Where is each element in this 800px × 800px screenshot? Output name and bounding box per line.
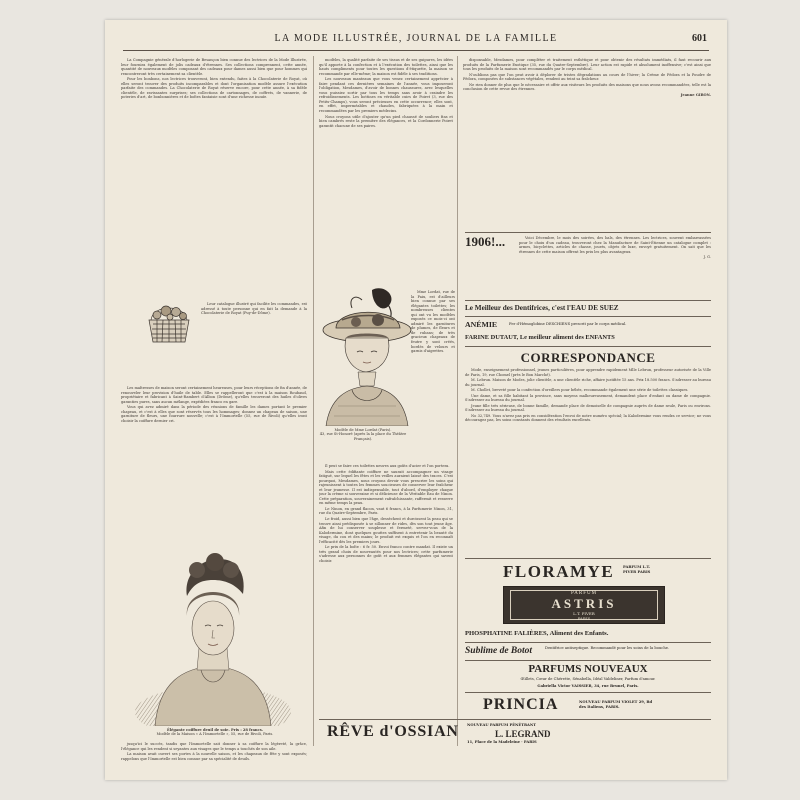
paragraph: M. Chollet, breveté pour la confection d'oreillers pour bébés, recommande également une série de toilettes classiques. <box>471 388 689 393</box>
caption-line: Modèle de la Maison « A l'Immortelle », 55, rue de Rivoli, Paris. <box>156 732 274 737</box>
column-2-text <box>319 58 453 290</box>
ad-sublime-note: Dentifrice antiseptique. Recommandé pour les soins de la bouche. <box>545 646 670 650</box>
paragraph: La maison avait ouvert ses portes à la nouvelle saison, et les chapeaux de fête y sont exposés; rappelons que l'Immortelle est bien connue par sa spécialité de deuils. <box>121 752 307 761</box>
signature: J. G. <box>703 255 711 260</box>
ad-floramye-sub: PARFUM L.T. PIVER PARIS <box>623 565 651 574</box>
ad-reve-line2: 11, Place de la Madeleine · PARIS <box>467 740 537 744</box>
paragraph: Le prix de la boîte : 6 fr. 50. Envoi franco contre mandat. Il existe un très grand choix de nouveautés pour nos lectrices; cette parfumerie s'adresse aux personnes de goût et aux femmes élégantes qui savent choisir. <box>319 545 453 563</box>
divider <box>465 232 711 233</box>
paragraph: Mme Lordat, rue de la Paix, est d'ailleurs bien connue par ses élégantes toilettes; les nombreuses clientes qui ont vu les modèles exposés ce mois-ci ont admiré les garnitures de plumes, de fleurs et de rubans; de très gracieux chapeaux de feutre y sont créés, bordés de velours et garnis d'aigrettes. <box>411 290 455 354</box>
paragraph: Leur catalogue illustré qui facilite les commandes, est adressé à toute personne qui en fait la demande à la Chocolaterie de Royat (Puy-de-Dôme). <box>201 302 307 316</box>
page-header-title: LA MODE ILLUSTRÉE, JOURNAL DE LA FAMILLE <box>274 33 558 44</box>
divider <box>465 660 711 661</box>
ad-parfums-list: Œillets, Cœur de Chérette, Sénabella, Idéal Valdeliner, Parfum d'amour. <box>520 677 656 681</box>
caption-line: Modèle de Mme Lordat (Paris). <box>334 428 392 432</box>
paragraph: Il peut se faire ces toilettes neuves aux goûts d'acier et l'on portera. <box>325 464 450 468</box>
hat-caption <box>317 428 409 441</box>
ad-dentifrice: Le Meilleur des Dentifrices, c'est l'EAU DE SUEZ <box>465 304 619 312</box>
divider <box>465 316 711 317</box>
ad-astris: ASTRIS <box>551 596 617 611</box>
correspondance-title: CORRESPONDANCE <box>520 350 656 365</box>
paragraph: Le Ninon, en grand flacon, vaut 6 francs, à la Parfumerie Ninon, 31, rue du Quatre-Septembre, Paris. <box>319 506 453 516</box>
paragraph: Voici Décembre, le mois des soirées, des bals, des étrennes. Les lectrices, souvent embarrassées pour le choix d'un cadeau, trouveront chez la Manufacture de Saint-Étienne un catalogue complet : armes, bicyclettes, articles de chasse, jouets, objets de luxe, envoyé gratuitement. On sait que les étrennes de cette maison offrent les prix les plus avantageux. <box>519 236 711 254</box>
paragraph: Mode, enseignement professionnel, jeunes particulières, pour apprendre rapidement Mlle Lebrun, professeur autorisée de la Ville de Paris, 19, rue Chomel (près le Bon Marché). <box>465 368 711 377</box>
paragraph: Une dame, et sa fille habitant la province, sans moyens malheureusement, demandent place d'enfant ou dame de compagnie. S'adresser au bureau du journal. <box>465 393 711 403</box>
ad-phosphatine: PHOSPHATINE FALIÈRES, Aliment des Enfants. <box>465 630 609 637</box>
ad-vaissier: Gabriella Victor VAISSIER, 34, rue Brunel, Paris. <box>537 684 639 688</box>
caption-line: Élégante coiffure deuil de soie. Prix : 28 francs. <box>166 728 264 732</box>
paragraph: Jeune fille très sérieuse, de bonne famille, demande place de demoiselle de compagnie auprès de dame seule, Paris ou environs. S'adresser au bureau du journal. <box>465 403 711 413</box>
announcement-year: 1906!... <box>465 234 506 249</box>
ad-reve-ossian: RÊVE d'OSSIAN <box>327 723 459 740</box>
ad-princia: PRINCIA <box>483 696 559 713</box>
divider <box>319 719 711 720</box>
ad-anemie-title: ANÉMIE <box>465 320 498 329</box>
paragraph: Les maîtresses de maison seront certainement heureuses, pour leurs réceptions de fin d'année, de renouveler leur provision d'huile de table. Elles se rappelleront que c'est à la maison Roubaud, propriétaire et fabricant à Saint-Rambert d'Albon (Drôme), qu'elles trouveront des huiles d'olives garanties pures, sans aucun mélange, expédiées franco en gare. <box>121 386 307 404</box>
paragraph: disponsable, Mesdames, pour compléter et traitement esthétique et pour obtenir des résultats immédiats, il faut recourir aux produits de la Parfumerie Exotique (35, rue du Quatre-Septembre). Leur action est rapide et absolument inoffensive; c'est ainsi que tous les produits de la maison sont recommandés par le corps médical. <box>463 58 711 72</box>
column-divider <box>457 56 458 746</box>
ad-astris-top: PARFUM <box>570 591 598 596</box>
paragraph: Mais cette édifiante coiffure ne saurait accompagner un visage fatigué, sur lequel les fêtes et les veilles auraient laissé des traces. C'est pourquoi, Mesdames, nous croyons devoir vous prescrire les soins qui rajeunissent à toutes les femmes soucieuses de conserver leur fraîcheur et leur jeunesse. Il est indispensable, tout d'abord, d'employer chaque jour la crème si souveraine et si délicieuse de la Véritable Eau de Ninon. Cette préparation, souverainement rafraîchissante, raffermit et resserre en même temps la peau. <box>319 469 453 506</box>
paragraph: Vous qui avez admiré dans la période des réunions de famille les dames portant le premier chapeau, et c'est à elles que sont réservés tous les hommages; donnez un chapeau de saison, une garniture de fleurs, une fourrure nouvelle; c'est à l'Immortelle (55, rue de Rivoli) qu'elles iront choisir la coiffure dernier cri. <box>121 405 307 423</box>
paragraph: No 32,749. Vous n'avez pas pris en considération l'envoi de notre numéro spécial; la Kalodermine vous rendra ce service; ne vous découragez pas, les soins constants donnent des résultats excellents. <box>465 413 711 423</box>
paragraph: Les nouveaux manteaux que vous venez certainement apprécier à faire pendant ces dernières semaines de l'année, vous imposeront l'obligation, Mesdames, d'avoir de bonnes chaussures, avec lesquelles vous puissiez sortir par tous les temps sans avoir à craindre les refroidissements. Les bottines en véritable cuirs de Poiret (3, rue des Petits-Champs), vous seront précieuses en cette occurrence; elles sont, en effet, imperméables et chaudes, fabriquées à la main et recommandées par les premiers médecins. <box>319 77 453 114</box>
ad-princia-note: NOUVEAU PARFUM VIOLET 29, Bd des Italiens, PARIS. <box>579 700 653 709</box>
announcement-text <box>519 236 711 296</box>
ad-astris-box <box>503 586 665 624</box>
column-1-text <box>121 58 307 298</box>
flower-basket-illustration <box>143 298 195 350</box>
correspondance-text <box>465 368 711 554</box>
paragraph: Le froid, aussi bien que l'âge, dessèchent et durcissent la peau qui se trouve ainsi prédisposée à se sillonner de rides, dès son tout jeune âge. Afin de lui conserver souplesse et fermeté, servez-vous de la Kalodermine, dont quelques gouttes suffisent à entretenir la beauté du visage, du cou et des mains; le produit est exquis et l'on en reconnaît l'efficacité dès les premiers jours. <box>319 517 453 544</box>
header-rule <box>123 50 709 51</box>
page-number: 601 <box>692 33 707 44</box>
portrait-engraving <box>125 536 301 730</box>
paragraph: M. Lebrun. Maison de Modes, jolie clientèle, a une clientèle riche, affaire justifiée 15 ans. Prix 18.500 francs. S'adresser au bureau du journal. <box>465 378 711 387</box>
column-1-bottom-text <box>121 742 307 776</box>
divider <box>465 642 711 643</box>
ad-parfums-nouveaux: PARFUMS NOUVEAUX <box>528 663 648 675</box>
paragraph: modèles, la qualité parfaite de ses tissus et de ses guipures, les idées qu'il apporte à la confection et à l'exécution des toilettes, ainsi que les hauts compliments pour toutes les questions d'étiquette, la maison se recommande par elle-même; la maison est fidèle à ses traditions. <box>319 58 453 76</box>
caption-line: 43, rue St-Honoré (après la la place du Théâtre Français). <box>319 432 407 441</box>
ad-astris-sub: L.T. PIVER <box>573 611 595 616</box>
ad-anemie-text: Fer d'Hémoglobine DESCHIENS prescrit par le corps médical. <box>509 322 627 326</box>
signature: Jeanne GIRON. <box>680 92 711 97</box>
divider <box>465 692 711 693</box>
divider <box>465 300 711 301</box>
column-1-side-text <box>201 302 307 384</box>
column-2-side-text <box>411 290 455 462</box>
hat-model-illustration <box>312 286 422 430</box>
newspaper-page <box>105 20 727 780</box>
ad-reve-line1: NOUVEAU PARFUM PÉNÉTRANT <box>467 723 537 727</box>
ad-farine: FARINE DUTAUT, Le meilleur aliment des ENFANTS <box>465 334 615 341</box>
ad-astris-city: PARIS <box>577 616 591 621</box>
divider <box>465 558 711 559</box>
column-3-text <box>463 58 711 230</box>
portrait-caption <box>121 728 309 737</box>
column-1-lower-text <box>121 386 307 534</box>
paragraph: Pour les bonbons, nos lectrices trouveront, bien entendu, faites à la Chocolaterie de Royat, où elles seront trouver des produits incomparables et dont l'organisation modèle assure l'exécution parfaite des commandes. La Chocolaterie de Royat réserve encore, pour cette année, à sa fidèle clientèle, de ravissantes surprises; ses collections de cartonnages, de coffrets, de vannerie, de poteries d'art, de bonbonnières et de boîtes fantaisie sont d'une richesse inouïe. <box>121 77 307 100</box>
paragraph: N'oublions pas que l'on peut avoir à déplorer de tristes dégradations au cours de l'hiver; la Crème de Fédora et la Poudre de Fédora, composées de substances végétales, rendent au teint sa fraîcheur. <box>463 72 711 82</box>
ad-reve-brand: L. LEGRAND <box>495 729 551 739</box>
ad-floramye: FLORAMYE <box>503 562 615 581</box>
paragraph: jusqu'ici le succès, tandis que l'Immortelle sait donner à sa coiffure la légèreté, la grâce, l'élégance qui les rendent si seyantes aux visages que le temps a touchés de son aile. <box>121 742 307 751</box>
paragraph: Ne rien donner de plus que le nécessaire et offrir aux visiteurs les produits des maisons que nous avons recommandées, telle est la conclusion de cette revue des étrennes. <box>463 82 711 92</box>
paragraph: Nous croyons utile d'ajouter qu'un pied chaussé de souliers fins et bien cambrés reste la première des élégances, et la Cordonnerie Poiret garantit chacune de ses paires. <box>319 114 453 128</box>
ad-sublime: Sublime de Botot <box>465 646 533 656</box>
divider <box>465 346 711 347</box>
paragraph: La Compagnie générale d'horlogerie de Besançon bien connue des lectrices de la Mode Illustrée, leur fournira également de jolis cadeaux d'étrennes. Ses collections comprennent, cette année, quantité de nouveaux modèles composant des cadeaux pour dames aussi bien que pour hommes qui rencontreront très certainement sa clientèle. <box>121 58 307 76</box>
